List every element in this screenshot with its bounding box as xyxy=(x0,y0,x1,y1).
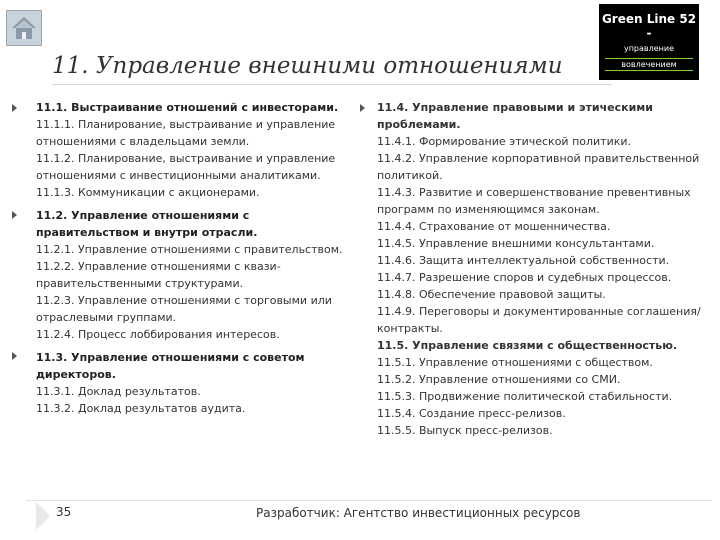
triangle-bullet-icon xyxy=(360,104,365,112)
home-icon xyxy=(10,14,38,42)
home-button[interactable] xyxy=(6,10,42,46)
list-item: 11.1.1. Планирование, выстраивание и управление отношениями с владельцами земли. xyxy=(36,118,339,148)
list-item: 11.2.4. Процесс лоббирования интересов. xyxy=(36,328,280,341)
list-item: 11.3.2. Доклад результатов аудита. xyxy=(36,402,246,415)
list-item: 11.2.3. Управление отношениями с торговыми или отраслевыми группами. xyxy=(36,294,336,324)
section-heading: 11.4. Управление правовыми и этическими проблемами. xyxy=(377,101,653,131)
list-item: 11.3.1. Доклад результатов. xyxy=(36,385,201,398)
list-item: 11.4.6. Защита интеллектуальной собственности. xyxy=(377,254,670,267)
section-11-3 xyxy=(36,349,352,417)
footer-text: Разработчик: Агентство инвестиционных ресурсов xyxy=(256,506,581,520)
triangle-bullet-icon xyxy=(12,352,17,360)
section-11-1 xyxy=(36,99,352,201)
list-item: 11.1.3. Коммуникации с акционерами. xyxy=(36,186,260,199)
list-item: 11.4.1. Формирование этической политики. xyxy=(377,135,632,148)
right-column xyxy=(377,99,707,439)
left-column xyxy=(36,99,352,421)
section-heading: 11.3. Управление отношениями с советом директоров. xyxy=(36,351,305,381)
list-item: 11.5.2. Управление отношениями со СМИ. xyxy=(377,373,621,386)
list-item: 11.4.2. Управление корпоративной правительственной политикой. xyxy=(377,152,703,182)
list-item: 11.5.1. Управление отношениями с обществом. xyxy=(377,356,653,369)
logo-title: Green Line 52 - xyxy=(601,12,697,40)
title-divider xyxy=(52,84,612,85)
list-item: 11.4.8. Обеспечение правовой защиты. xyxy=(377,288,606,301)
list-item: 11.1.2. Планирование, выстраивание и управление отношениями с инвестиционными аналитиками. xyxy=(36,152,339,182)
section-heading: 11.1. Выстраивание отношений с инвесторами. xyxy=(36,101,339,114)
list-item: 11.2.2. Управление отношениями с квази-правительственными структурами. xyxy=(36,260,281,290)
page-title: 11. Управление внешними отношениями xyxy=(52,53,563,79)
list-item: 11.4.4. Страхование от мошенничества. xyxy=(377,220,611,233)
section-11-2 xyxy=(36,207,352,343)
list-item: 11.4.9. Переговоры и документированные соглашения/ контракты. xyxy=(377,305,705,335)
list-item: 11.2.1. Управление отношениями с правительством. xyxy=(36,243,343,256)
logo-tagline: вовлечением xyxy=(605,58,693,71)
list-item: 11.5.3. Продвижение политической стабильности. xyxy=(377,390,673,403)
page-number: 35 xyxy=(56,505,72,519)
list-item: 11.4.7. Разрешение споров и судебных процессов. xyxy=(377,271,672,284)
section-heading: 11.5. Управление связями с общественностью. xyxy=(377,339,678,352)
list-item: 11.5.5. Выпуск пресс-релизов. xyxy=(377,424,553,437)
section-heading: 11.2. Управление отношениями с правительством и внутри отрасли. xyxy=(36,209,258,239)
list-item: 11.4.3. Развитие и совершенствование превентивных программ по изменяющимся законам. xyxy=(377,186,695,216)
list-item: 11.5.4. Создание пресс-релизов. xyxy=(377,407,566,420)
triangle-bullet-icon xyxy=(12,211,17,219)
logo xyxy=(599,4,699,80)
logo-subtitle: управление xyxy=(623,44,675,53)
footer-divider xyxy=(26,500,712,501)
list-item: 11.4.5. Управление внешними консультантами. xyxy=(377,237,655,250)
triangle-bullet-icon xyxy=(12,104,17,112)
